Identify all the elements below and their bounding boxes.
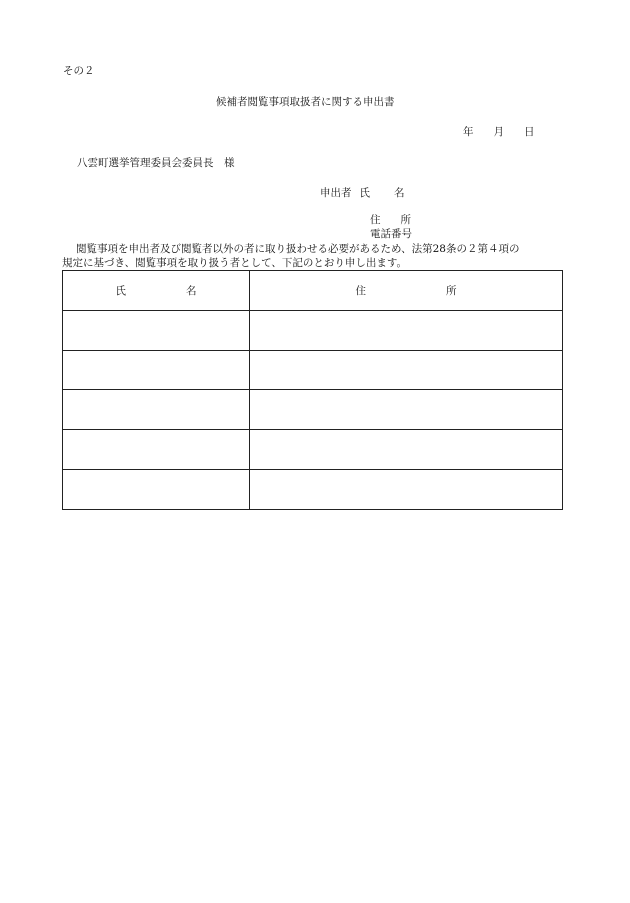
date-month: 月 — [493, 126, 504, 138]
date-year: 年 — [463, 126, 474, 138]
table-row — [63, 350, 563, 390]
applicant-name-line — [320, 186, 405, 200]
table-cell-name[interactable] — [63, 390, 250, 430]
applicant-addr-char2: 所 — [400, 214, 411, 226]
table-cell-name[interactable] — [63, 469, 250, 509]
table-header-name-char1: 氏 — [115, 284, 126, 297]
table-cell-address[interactable] — [250, 430, 563, 470]
table-header-address — [250, 271, 563, 311]
table-row — [63, 310, 563, 350]
date-day: 日 — [524, 126, 535, 138]
table-cell-address[interactable] — [250, 390, 563, 430]
applicant-phone-label: 電話番号 — [370, 228, 412, 240]
table-cell-name[interactable] — [63, 350, 250, 390]
table-header-name-char2: 名 — [186, 284, 197, 297]
table-row — [63, 390, 563, 430]
table-header-addr-char1: 住 — [355, 284, 366, 297]
page-title: 候補者閲覧事項取扱者に関する申出書 — [216, 96, 395, 108]
applicant-address-line — [370, 213, 411, 227]
handler-table — [62, 270, 563, 510]
table-cell-address[interactable] — [250, 350, 563, 390]
date-line — [463, 125, 535, 139]
table-header-name — [63, 271, 250, 311]
applicant-name-char2: 名 — [394, 187, 405, 199]
applicant-addr-char1: 住 — [370, 214, 381, 226]
body-text-line1: 閲覧事項を申出者及び閲覧者以外の者に取り扱わせる必要があるため、法第28条の２第４項の — [76, 243, 520, 255]
table-cell-address[interactable] — [250, 310, 563, 350]
form-number: その２ — [63, 65, 95, 77]
table-row — [63, 430, 563, 470]
body-text-line2: 規定に基づき、閲覧事項を取り扱う者として、下記のとおり申し出ます。 — [62, 257, 408, 269]
table-header-row — [63, 271, 563, 311]
table-row — [63, 469, 563, 509]
table-cell-name[interactable] — [63, 310, 250, 350]
addressee: 八雲町選挙管理委員会委員長 様 — [77, 157, 235, 169]
table-cell-address[interactable] — [250, 469, 563, 509]
applicant-name-char1: 氏 — [359, 187, 370, 199]
table-cell-name[interactable] — [63, 430, 250, 470]
applicant-label: 申出者 — [320, 187, 352, 199]
table-header-addr-char2: 所 — [446, 284, 457, 297]
